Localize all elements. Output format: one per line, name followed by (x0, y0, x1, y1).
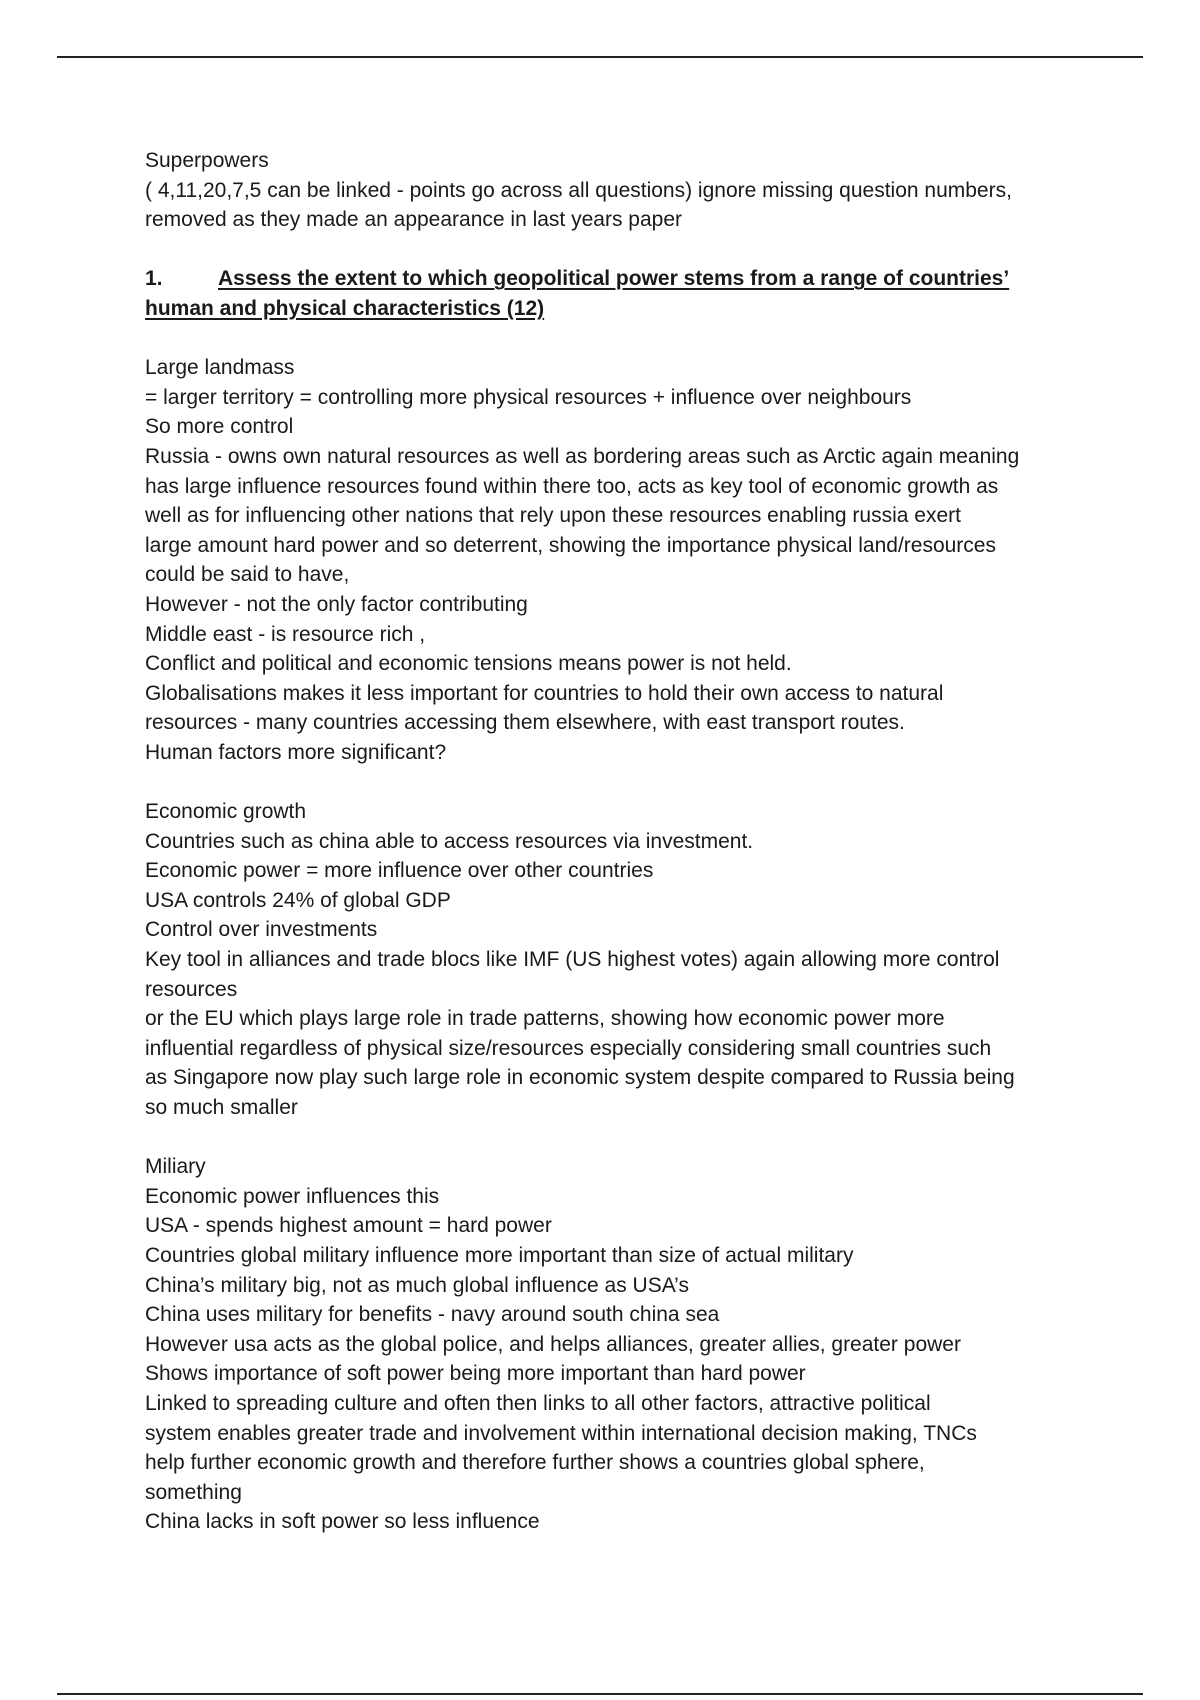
section-economic (145, 797, 1075, 1123)
body-line: large amount hard power and so deterrent, showing the importance physical land/resources (145, 533, 996, 557)
body-line: USA controls 24% of global GDP (145, 888, 451, 912)
intro-line: removed as they made an appearance in last years paper (145, 208, 682, 232)
intro-line: ( 4,11,20,7,5 can be linked - points go across all questions) ignore missing question numbers, (145, 178, 1012, 202)
body-line: system enables greater trade and involvement within international decision making, TNCs (145, 1421, 977, 1445)
body-line: influential regardless of physical size/resources especially considering small countries such (145, 1036, 992, 1060)
body-line: So more control (145, 415, 294, 439)
section-heading: Economic growth (145, 800, 307, 824)
body-line: However usa acts as the global police, and helps alliances, greater allies, greater power (145, 1332, 961, 1356)
body-line: Middle east - is resource rich , (145, 622, 426, 646)
body-line: Countries such as china able to access resources via investment. (145, 829, 754, 853)
document-title: Superpowers (145, 149, 269, 172)
section-heading: Miliary (145, 1155, 206, 1179)
body-line: Economic power influences this (145, 1184, 440, 1208)
body-line: Conflict and political and economic tensions means power is not held. (145, 652, 792, 676)
body-line: Control over investments (145, 918, 378, 942)
body-line: Countries global military influence more important than size of actual military (145, 1243, 854, 1267)
body-line: well as for influencing other nations that rely upon these resources enabling russia exert (145, 504, 961, 528)
question-text-line1: Assess the extent to which geopolitical power stems from a range of countries’ (218, 267, 1010, 291)
body-line: China’s military big, not as much global influence as USA’s (145, 1273, 689, 1297)
body-line: Shows importance of soft power being more important than hard power (145, 1362, 806, 1386)
body-line: Russia - owns own natural resources as well as bordering areas such as Arctic again meaning (145, 444, 1020, 468)
section-military (145, 1152, 1075, 1537)
document-body (145, 146, 1075, 1537)
body-line: Linked to spreading culture and often then links to all other factors, attractive political (145, 1391, 931, 1415)
body-line: = larger territory = controlling more physical resources + influence over neighbours (145, 385, 912, 409)
footer-rule (57, 1693, 1143, 1695)
body-line: USA - spends highest amount = hard power (145, 1214, 552, 1238)
section-heading: Large landmass (145, 356, 295, 380)
body-line: or the EU which plays large role in trade patterns, showing how economic power more (145, 1007, 945, 1031)
body-line: as Singapore now play such large role in economic system despite compared to Russia being (145, 1066, 1015, 1090)
body-line: Economic power = more influence over other countries (145, 859, 654, 883)
body-line: China uses military for benefits - navy around south china sea (145, 1303, 720, 1327)
body-line: resources - many countries accessing them elsewhere, with east transport routes. (145, 711, 905, 735)
body-line: Key tool in alliances and trade blocs like IMF (US highest votes) again allowing more control (145, 948, 1000, 972)
question-text-line2: human and physical characteristics (12) (145, 296, 545, 320)
body-line: could be said to have, (145, 563, 350, 587)
header-rule (57, 56, 1143, 58)
body-line: help further economic growth and therefore further shows a countries global sphere, (145, 1451, 925, 1475)
body-line: Human factors more significant? (145, 740, 447, 764)
body-line: something (145, 1480, 242, 1504)
body-line: However - not the only factor contributing (145, 592, 528, 616)
body-line: China lacks in soft power so less influence (145, 1510, 540, 1534)
question-number: 1. (145, 267, 163, 291)
body-line: Globalisations makes it less important for countries to hold their own access to natural (145, 681, 944, 705)
body-line: resources (145, 977, 238, 1001)
question-heading (145, 264, 1075, 294)
body-line: has large influence resources found within there too, acts as key tool of economic growth as (145, 474, 999, 498)
section-landmass (145, 353, 1075, 767)
body-line: so much smaller (145, 1096, 298, 1119)
